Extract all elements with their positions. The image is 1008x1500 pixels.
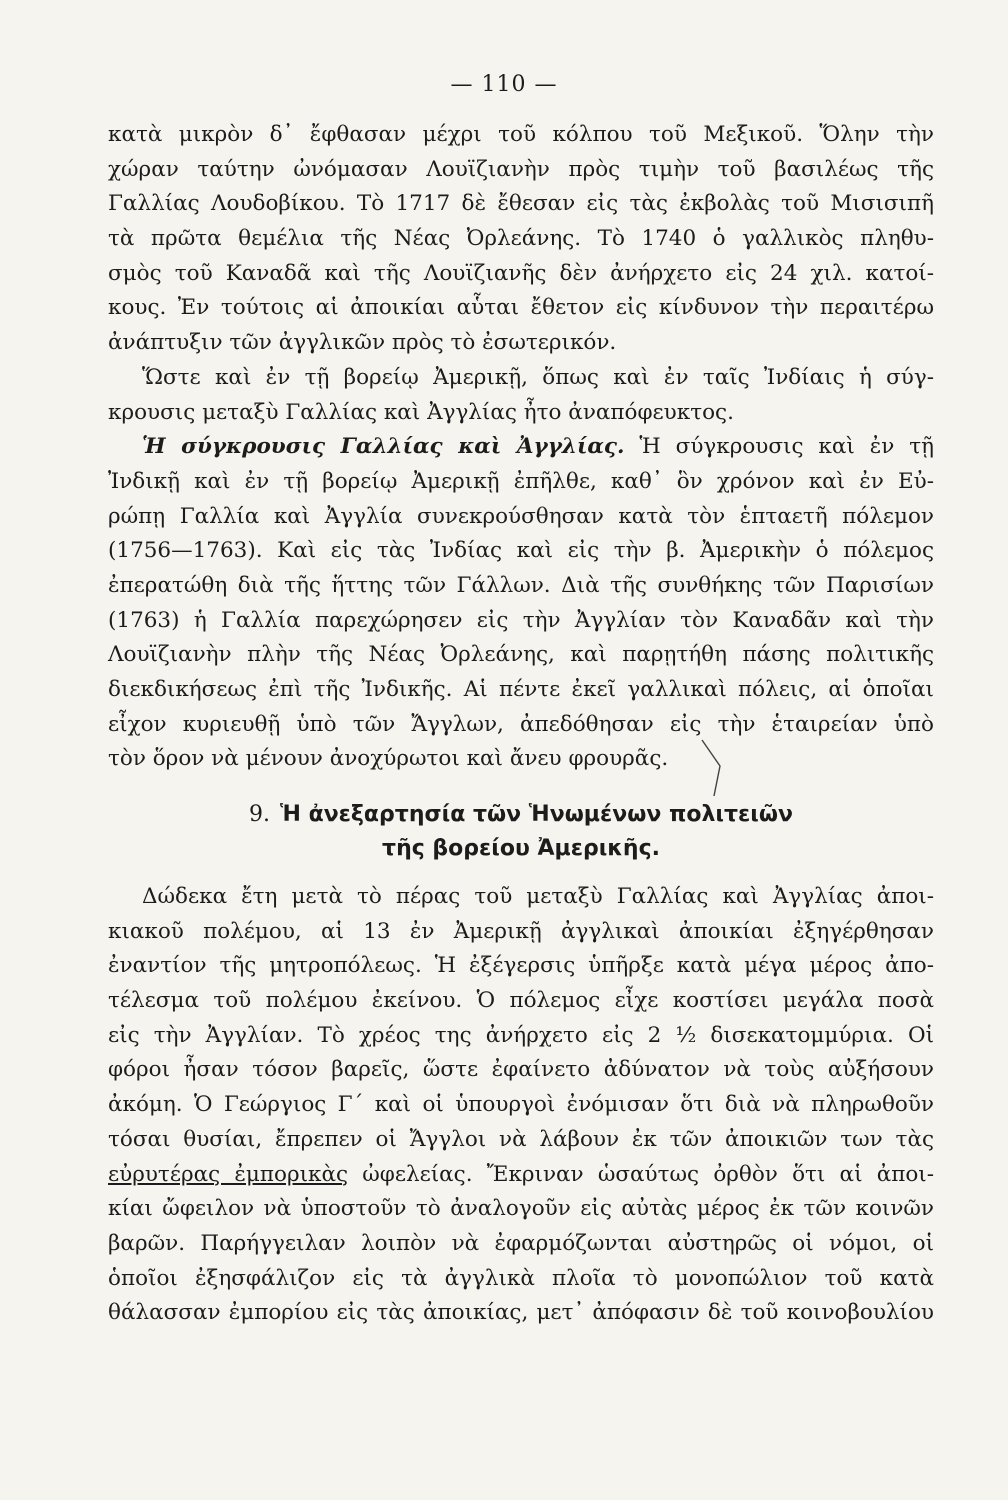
text-line: Ἰνδικῇ καὶ ἐν τῇ βορείῳ Ἀμερικῇ ἐπῆλθε, καθ᾽ ὃν χρόνον καὶ ἐν Εὐ- [108,468,934,494]
text-span: Ἡ σύγκρουσις καὶ ἐν τῇ [624,434,934,460]
text-line: χώραν ταύτην ὠνόμασαν Λουϊζιανὴν πρὸς τιμὴν τοῦ βασιλέως τῆς [108,156,934,182]
text-span: ὠφελείας. Ἔκριναν ὡσαύτως ὀρθὸν ὅτι αἱ ἀποι- [348,1161,935,1187]
text-line: κιακοῦ πολέμου, αἱ 13 ἐν Ἀμερικῇ ἀγγλικαὶ ἀποικίαι ἐξηγέρθησαν [108,918,934,944]
text-line [108,1158,934,1193]
text-line: τέλεσμα τοῦ πολέμου ἐκείνου. Ὁ πόλεμος εἶχε κοστίσει μεγάλα ποσὰ [108,988,934,1014]
section-title-line: τῆς βορείου Ἀμερικῆς. [382,836,660,861]
text-line: τόσαι θυσίαι, ἔπρεπεν οἱ Ἄγγλοι νὰ λάβουν ἐκ τῶν ἀποικιῶν των τὰς [108,1126,934,1152]
text-line: (1756—1763). Καὶ εἰς τὰς Ἰνδίας καὶ εἰς τὴν β. Ἀμερικὴν ὁ πόλεμος [108,538,934,564]
text-line: ἐπερατώθη διὰ τῆς ἥττης τῶν Γάλλων. Διὰ τῆς συνθήκης τῶν Παρισίων [108,572,934,598]
text-line: διεκδικήσεως ἐπὶ τῆς Ἰνδικῆς. Αἱ πέντε ἐκεῖ γαλλικαὶ πόλεις, αἱ ὁποῖαι [108,677,934,702]
text-line: Δώδεκα ἔτη μετὰ τὸ πέρας τοῦ μεταξὺ Γαλλίας καὶ Ἀγγλίας ἀποι- [142,884,934,909]
text-line: σμὸς τοῦ Καναδᾶ καὶ τῆς Λουϊζιανῆς δὲν ἀνήρχετο εἰς 24 χιλ. κατοί- [108,260,934,286]
text-line: βαρῶν. Παρήγγειλαν λοιπὸν νὰ ἐφαρμόζωνται αὐστηρῶς οἱ νόμοι, οἱ [108,1230,934,1256]
text-block-bottom [108,880,934,1331]
text-line: Λουϊζιανὴν πλὴν τῆς Νέας Ὀρλεάνης, καὶ παρῃτήθη πάσης πολιτικῆς [108,642,934,668]
inline-heading: Ἡ σύγκρουσις Γαλλίας καὶ Ἀγγλίας. [142,434,625,460]
text-line: κους. Ἐν τούτοις αἱ ἀποικίαι αὗται ἔθετον εἰς κίνδυνον τὴν περαιτέρω [108,295,934,321]
section-title-text: Ἡ ἀνεξαρτησία τῶν Ἡνωμένων πολιτειῶν [280,802,793,827]
text-line: Ὥστε καὶ ἐν τῇ βορείῳ Ἀμερικῇ, ὅπως καὶ ἐν ταῖς Ἰνδίαις ἡ σύγ- [142,364,934,390]
text-line: Γαλλίας Λουδοβίκου. Τὸ 1717 δὲ ἔθεσαν εἰς τὰς ἐκβολὰς τοῦ Μισισιπῆ [108,191,934,217]
text-line: εἰς τὴν Ἀγγλίαν. Τὸ χρέος της ἀνήρχετο εἰς 2 ½ δισεκατομμύρια. Οἱ [108,1022,934,1048]
handwritten-mark [700,738,728,798]
text-line: κρουσις μεταξὺ Γαλλίας καὶ Ἀγγλίας ἦτο ἀναπόφευκτος. [108,399,734,425]
text-line: ἀνάπτυξιν τῶν ἀγγλικῶν πρὸς τὸ ἐσωτερικόν. [108,330,617,356]
section-title-line [108,798,934,832]
text-line: τὰ πρῶτα θεμέλια τῆς Νέας Ὀρλεάνης. Τὸ 1740 ὁ γαλλικὸς πληθυ- [108,226,934,252]
text-line: κίαι ὤφειλον νὰ ὑποστοῦν τὸ ἀναλογοῦν εἰς αὐτὰς μέρος ἐκ τῶν κοινῶν [108,1196,934,1222]
text-block-top [108,118,934,777]
text-line: εἶχον κυριευθῇ ὑπὸ τῶν Ἄγγλων, ἀπεδόθησαν εἰς τὴν ἑταιρείαν ὑπὸ [108,711,934,737]
text-line: ρώπῃ Γαλλία καὶ Ἀγγλία συνεκρούσθησαν κατὰ τὸν ἑπταετῆ πόλεμον [108,503,934,529]
text-line: φόροι ἦσαν τόσον βαρεῖς, ὥστε ἐφαίνετο ἀδύνατον νὰ τοὺς αὐξήσουν [108,1057,934,1083]
text-line: θάλασσαν ἐμπορίου εἰς τὰς ἀποικίας, μετ᾽ ἀπόφασιν δὲ τοῦ κοινοβουλίου [108,1300,934,1326]
paragraph-heading-line [108,430,934,465]
text-line: ἀκόμη. Ὁ Γεώργιος Γ΄ καὶ οἱ ὑπουργοὶ ἐνόμισαν ὅτι διὰ νὰ πληρωθοῦν [108,1092,934,1118]
underlined-text: εὐρυτέρας ἐμπορικὰς [108,1161,349,1187]
text-line: ἐναντίον τῆς μητροπόλεως. Ἡ ἐξέγερσις ὑπῆρξε κατὰ μέγα μέρος ἀπο- [108,953,934,979]
section-title [108,798,934,866]
text-line: (1763) ἡ Γαλλία παρεχώρησεν εἰς τὴν Ἀγγλίαν τὸν Καναδᾶν καὶ τὴν [108,607,934,633]
text-line: τὸν ὅρον νὰ μένουν ἀνοχύρωτοι καὶ ἄνευ φρουρᾶς. [108,746,669,772]
text-line: ὁποῖοι ἐξησφάλιζον εἰς τὰ ἀγγλικὰ πλοῖα τὸ μονοπώλιον τοῦ κατὰ [108,1265,934,1291]
section-number: 9. [249,802,270,827]
page-number: — 110 — [450,72,558,97]
text-line: κατὰ μικρὸν δ᾽ ἔφθασαν μέχρι τοῦ κόλπου τοῦ Μεξικοῦ. Ὅλην τὴν [108,122,934,147]
